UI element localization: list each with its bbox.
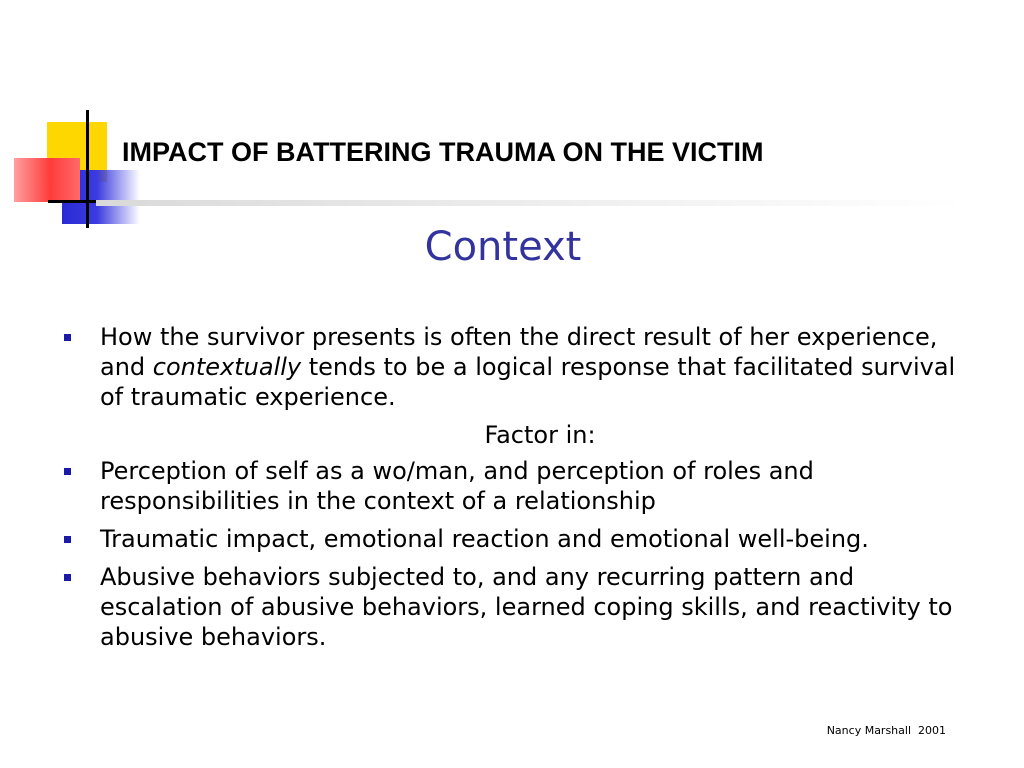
bullet-emphasis: contextually xyxy=(152,353,302,381)
bullet-text: Abusive behaviors subjected to, and any recurring pattern and escalation of abusive behaviors, learned coping skills, and reactivity to abusive behaviors. xyxy=(100,563,953,651)
square-bullet-icon xyxy=(64,334,71,341)
bullet-item xyxy=(60,524,960,554)
logo-vertical-line xyxy=(86,110,89,228)
factor-in-label: Factor in: xyxy=(484,421,596,449)
bullet-text: Traumatic impact, emotional reaction and emotional well-being. xyxy=(100,525,869,553)
logo-red-square xyxy=(14,158,80,202)
header-divider xyxy=(96,200,966,206)
bullet-text: Perception of self as a wo/man, and perception of roles and responsibilities in the context of a relationship xyxy=(100,457,814,515)
decorative-logo xyxy=(0,100,160,240)
slide-subtitle: Context xyxy=(424,224,582,270)
bullet-text: How the survivor presents is often the direct result of her experience, and xyxy=(100,323,938,381)
slide-title: IMPACT OF BATTERING TRAUMA ON THE VICTIM xyxy=(122,137,764,167)
square-bullet-icon xyxy=(64,574,71,581)
bullet-text: tends to be a logical response that facilitated survival of traumatic experience. xyxy=(100,353,956,411)
bullet-item xyxy=(60,562,960,652)
square-bullet-icon xyxy=(64,468,71,475)
bullet-item xyxy=(60,456,960,516)
footer-credit: Nancy Marshall 2001 xyxy=(826,724,946,737)
square-bullet-icon xyxy=(64,536,71,543)
bullet-item xyxy=(60,322,960,412)
slide-content xyxy=(60,322,960,660)
